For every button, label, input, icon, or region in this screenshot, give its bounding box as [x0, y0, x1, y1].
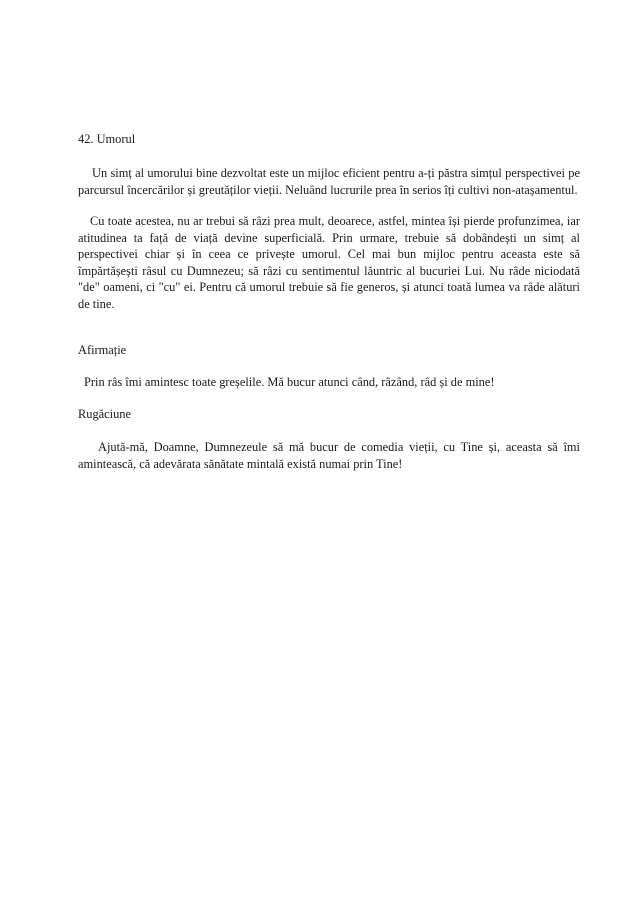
document-page — [78, 131, 580, 472]
prayer-text: Ajută-mă, Doamne, Dumnezeule să mă bucur de comedia vieții, cu Tine și, aceasta să îmi amintească, că adevărata sănătate mintală există numai prin Tine! — [78, 440, 580, 471]
prayer-heading: Rugăciune — [78, 407, 131, 421]
chapter-title: 42. Umorul — [78, 132, 136, 146]
affirmation-text: Prin râs îmi amintesc toate greșelile. Mă bucur atunci când, râzând, râd și de mine! — [84, 375, 495, 389]
chapter-paragraph-1: Un simț al umorului bine dezvoltat este un mijloc eficient pentru a-ți păstra simțul perspectivei pe parcursul încercărilor și greutăților vieții. Neluând lucrurile prea în serios îți cultivi non-atașamentul. — [78, 166, 580, 197]
chapter-paragraph-2: Cu toate acestea, nu ar trebui să râzi prea mult, deoarece, astfel, mintea își pierde profunzimea, iar atitudinea ta față de viață devine superficială. Prin urmare, trebuie să dobândești un simț al perspectivei chiar și în ceea ce privește umorul. Cel mai bun mijloc pentru aceasta este să împărtășești râsul cu Dumnezeu; să râzi cu sentimentul lăuntric al bucuriei Lui. Nu râde niciodată "de" oameni, ci "cu" ei. Pentru că umorul trebuie să fie generos, și atunci toată lumea va râde alături de tine. — [78, 214, 580, 311]
affirmation-heading: Afirmație — [78, 343, 127, 357]
